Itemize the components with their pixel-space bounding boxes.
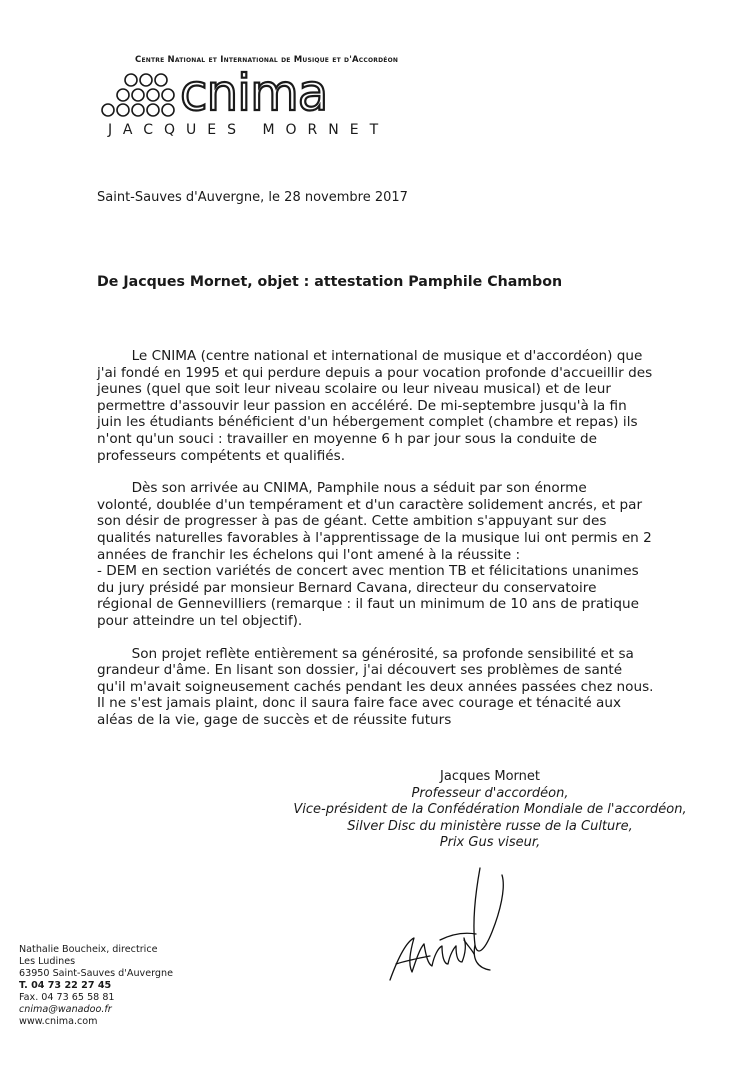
subject-line: De Jacques Mornet, objet : attestation Pamphile Chambon [97, 274, 563, 290]
body-line: grandeur d'âme. En lisant son dossier, j'ai découvert ses problèmes de santé [97, 662, 623, 679]
body-line: juin les étudiants bénéficient d'un hébergement complet (chambre et repas) ils [97, 414, 638, 431]
email-address: cnima@wanadoo.fr [19, 1004, 112, 1015]
body-line: j'ai fondé en 1995 et qui perdure depuis a pour vocation profonde d'accueillir des [97, 364, 653, 381]
paragraph-2 [97, 480, 657, 629]
body-line: permettre d'assouvir leur passion en accéléré. De mi-septembre jusqu'à la fin [97, 397, 627, 414]
cnima-wordmark: cnima [180, 64, 328, 122]
letter-body [97, 348, 657, 728]
director-line: Nathalie Boucheix, directrice [19, 944, 158, 955]
body-line: - DEM en section variétés de concert avec mention TB et félicitations unanimes [97, 563, 639, 580]
letterhead [100, 50, 400, 140]
org-name: Centre National et International de Musique et d'Accordéon [135, 55, 399, 65]
paragraph-1 [97, 348, 657, 464]
body-line: professeurs compétents et qualifiés. [97, 447, 346, 464]
phone-number: T. 04 73 22 27 45 [19, 980, 112, 991]
body-line: Il ne s'est jamais plaint, donc il saura faire face avec courage et ténacité aux [97, 695, 622, 712]
address-line: Les Ludines [19, 956, 76, 967]
body-line: Son projet reflète entièrement sa générosité, sa profonde sensibilité et sa [97, 645, 634, 662]
signer-title: Professeur d'accordéon, [411, 785, 569, 801]
body-line: Dès son arrivée au CNIMA, Pamphile nous a séduit par son énorme [97, 480, 587, 497]
body-line: Le CNIMA (centre national et international de musique et d'accordéon) que [97, 348, 643, 364]
signer-title: Prix Gus viseur, [439, 835, 541, 850]
founder-name: JACQUES MORNET [108, 122, 390, 138]
handwritten-signature [380, 860, 520, 990]
paragraph-3 [97, 646, 657, 729]
body-line: pour atteindre un tel objectif). [97, 612, 303, 629]
body-line: du jury présidé par monsieur Bernard Cavana, directeur du conservatoire [97, 579, 597, 596]
signer-title: Silver Disc du ministère russe de la Culture, [347, 818, 633, 834]
fax-number: Fax. 04 73 65 58 81 [19, 992, 115, 1003]
signature-block [280, 769, 700, 852]
body-line: qualités naturelles favorables à l'apprentissage de la musique lui ont permis en 2 [97, 529, 652, 546]
signer-name: Jacques Mornet [440, 769, 540, 784]
address-line: 63950 Saint-Sauves d'Auvergne [19, 968, 173, 979]
body-line: n'ont qu'un souci : travailler en moyenne 6 h par jour sous la conduite de [97, 430, 598, 447]
website-address: www.cnima.com [19, 1016, 98, 1027]
body-line: son désir de progresser à pas de géant. Cette ambition s'appuyant sur des [97, 513, 607, 530]
signer-title: Vice-président de la Confédération Mondiale de l'accordéon, [293, 802, 687, 817]
footer-contact [19, 944, 173, 1028]
date-line: Saint-Sauves d'Auvergne, le 28 novembre 2017 [97, 190, 408, 205]
body-line: volonté, doublée d'un tempérament et d'un caractère solidement ancrés, et par [97, 496, 643, 513]
body-line: jeunes (quel que soit leur niveau scolaire ou leur niveau musical) et de leur [97, 381, 611, 398]
body-line: qu'il m'avait soigneusement cachés pendant les deux années passées chez nous. [97, 678, 654, 695]
body-line: aléas de la vie, gage de succès et de réussite futurs [97, 711, 452, 728]
body-line: années de franchir les échelons qui l'ont amené à la réussite : [97, 546, 521, 563]
accordion-buttons-logo-icon [100, 72, 180, 124]
body-line: régional de Gennevilliers (remarque : il faut un minimum de 10 ans de pratique [97, 596, 639, 613]
